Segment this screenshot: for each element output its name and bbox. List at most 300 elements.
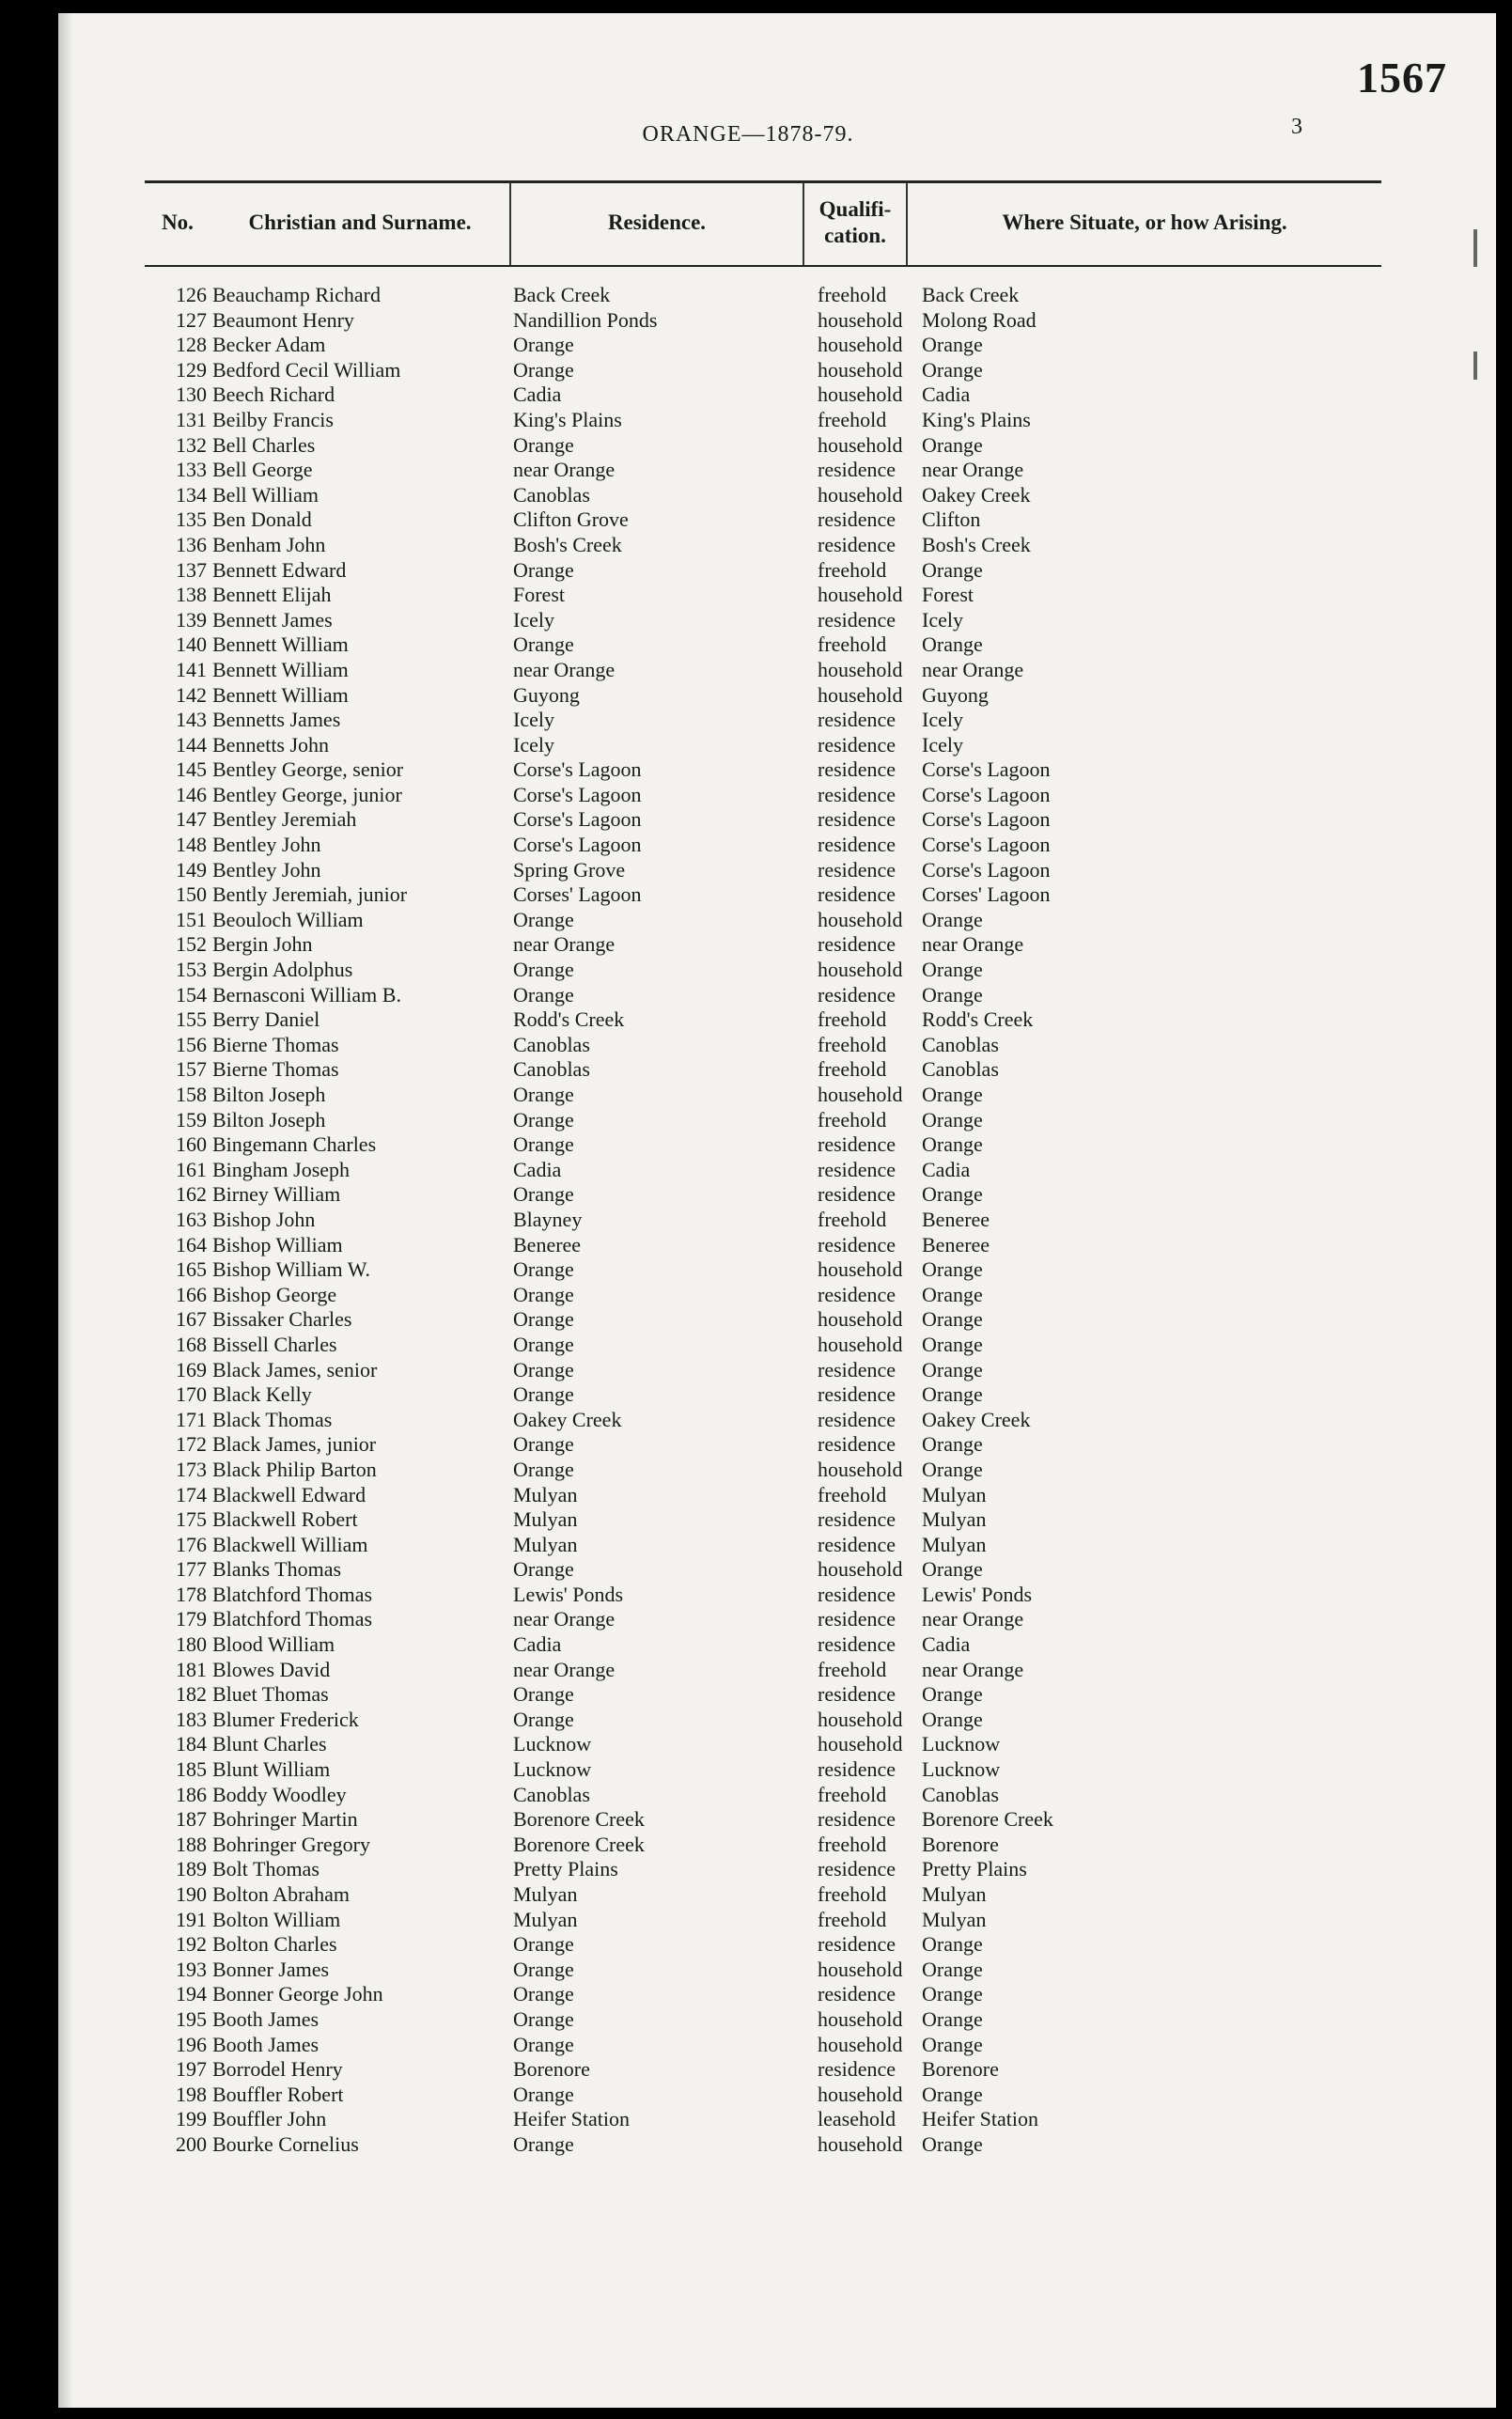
row-qualification: freehold: [818, 1907, 887, 1931]
row-residence: Rodd's Creek: [513, 1007, 625, 1032]
table-row: [58, 1108, 1438, 1133]
row-where: Mulyan: [922, 1482, 987, 1506]
row-residence: Orange: [513, 982, 574, 1007]
row-residence: Borenore Creek: [513, 1832, 645, 1856]
row-number: 180: [176, 1632, 207, 1657]
row-name: Bergin Adolphus: [212, 958, 353, 982]
row-number: 190: [176, 1882, 207, 1906]
row-name: Bingham Joseph: [212, 1157, 351, 1181]
row-name: Bentley George, senior: [212, 757, 404, 782]
row-where: Orange: [922, 1332, 983, 1356]
table-row: [58, 1732, 1438, 1757]
table-row: [58, 908, 1438, 933]
table-row: [58, 283, 1438, 308]
row-where: Orange: [922, 1182, 983, 1207]
table-row: [58, 2083, 1438, 2108]
row-qualification: residence: [818, 982, 896, 1007]
row-residence: Orange: [513, 333, 574, 357]
row-qualification: household: [818, 1307, 903, 1332]
table-row: [58, 1083, 1438, 1108]
row-where: Borenore: [922, 1832, 999, 1856]
row-qualification: residence: [818, 1982, 896, 2006]
row-qualification: freehold: [818, 632, 887, 657]
row-name: Bennett William: [212, 682, 349, 707]
table-row: [58, 1982, 1438, 2007]
row-residence: Orange: [513, 2082, 574, 2106]
table-row: [58, 1007, 1438, 1033]
row-residence: Orange: [513, 1557, 574, 1582]
row-number: 142: [176, 682, 207, 707]
row-number: 185: [176, 1757, 207, 1782]
row-number: 150: [176, 882, 207, 907]
row-number: 176: [176, 1532, 207, 1556]
row-residence: Borenore Creek: [513, 1807, 645, 1832]
row-number: 146: [176, 782, 207, 806]
row-name: Blatchford Thomas: [212, 1582, 373, 1606]
row-number: 141: [176, 657, 207, 681]
row-name: Bishop John: [212, 1207, 316, 1231]
table-row: [58, 408, 1438, 433]
row-where: Orange: [922, 632, 983, 657]
table-row: [58, 1833, 1438, 1858]
table-row: [58, 1483, 1438, 1508]
row-number: 154: [176, 982, 207, 1007]
row-where: Orange: [922, 1257, 983, 1282]
row-qualification: freehold: [818, 557, 887, 582]
row-where: Corse's Lagoon: [922, 807, 1051, 832]
row-number: 147: [176, 807, 207, 832]
row-residence: Cadia: [513, 1632, 562, 1657]
table-row: [58, 783, 1438, 808]
row-name: Bennetts James: [212, 708, 341, 732]
row-number: 169: [176, 1357, 207, 1381]
table-row: [58, 1358, 1438, 1383]
row-name: Becker Adam: [212, 333, 326, 357]
table-row: [58, 1132, 1438, 1158]
table-row: [58, 1233, 1438, 1258]
row-residence: Orange: [513, 557, 574, 582]
row-name: Blunt William: [212, 1757, 331, 1782]
row-residence: Lucknow: [513, 1757, 592, 1782]
row-number: 130: [176, 382, 207, 407]
row-qualification: residence: [818, 2057, 896, 2082]
row-number: 155: [176, 1007, 207, 1032]
row-name: Bissell Charles: [212, 1332, 337, 1356]
table-row: [58, 932, 1438, 958]
row-number: 200: [176, 2131, 207, 2156]
row-where: Orange: [922, 958, 983, 982]
table-row: [58, 1632, 1438, 1658]
row-where: Cadia: [922, 1632, 971, 1657]
row-number: 143: [176, 708, 207, 732]
row-qualification: residence: [818, 1282, 896, 1306]
row-residence: Icely: [513, 732, 554, 757]
row-number: 198: [176, 2082, 207, 2106]
table-row: [58, 1783, 1438, 1808]
table-row: [58, 583, 1438, 608]
row-residence: Orange: [513, 1932, 574, 1957]
row-qualification: residence: [818, 507, 896, 532]
row-residence: near Orange: [513, 458, 616, 482]
row-residence: Borenore: [513, 2057, 590, 2082]
row-number: 161: [176, 1157, 207, 1181]
row-residence: Canoblas: [513, 1032, 590, 1056]
row-where: Icely: [922, 708, 963, 732]
table-row: [58, 2132, 1438, 2158]
row-where: near Orange: [922, 932, 1024, 957]
table-row: [58, 382, 1438, 408]
row-qualification: household: [818, 1707, 903, 1731]
page-number: 1567: [1357, 54, 1447, 101]
row-name: Beech Richard: [212, 382, 335, 407]
table-row: [58, 1033, 1438, 1058]
row-where: near Orange: [922, 657, 1024, 681]
row-where: Beneree: [922, 1207, 990, 1231]
row-number: 151: [176, 907, 207, 931]
row-name: Blatchford Thomas: [212, 1607, 373, 1631]
row-where: Mulyan: [922, 1532, 987, 1556]
row-qualification: residence: [818, 1407, 896, 1431]
table-row: [58, 683, 1438, 709]
row-where: Orange: [922, 1457, 983, 1481]
row-residence: Oakey Creek: [513, 1407, 622, 1431]
row-name: Black James, junior: [212, 1432, 377, 1457]
table-row: [58, 1333, 1438, 1358]
row-number: 156: [176, 1032, 207, 1056]
row-name: Birney William: [212, 1182, 341, 1207]
row-name: Bonner James: [212, 1957, 330, 1981]
row-qualification: household: [818, 1083, 903, 1106]
row-qualification: household: [818, 2082, 903, 2106]
row-where: Lucknow: [922, 1757, 1001, 1782]
row-where: Orange: [922, 2131, 983, 2156]
row-number: 184: [176, 1732, 207, 1756]
row-qualification: residence: [818, 1182, 896, 1207]
page-title: ORANGE—1878-79.: [642, 122, 854, 147]
row-qualification: freehold: [818, 1832, 887, 1856]
row-name: Bell George: [212, 458, 313, 482]
row-where: Borenore Creek: [922, 1807, 1053, 1832]
row-where: Bosh's Creek: [922, 532, 1031, 556]
table-row: [58, 1408, 1438, 1433]
sub-page-number: 3: [1291, 115, 1302, 139]
row-residence: Lewis' Ponds: [513, 1582, 624, 1606]
row-number: 162: [176, 1182, 207, 1207]
row-number: 165: [176, 1257, 207, 1282]
row-name: Blumer Frederick: [212, 1707, 359, 1731]
row-residence: Orange: [513, 1107, 574, 1131]
row-name: Booth James: [212, 2006, 320, 2031]
row-residence: Blayney: [513, 1207, 583, 1231]
row-name: Bedford Cecil William: [212, 357, 401, 382]
row-number: 193: [176, 1957, 207, 1981]
row-number: 188: [176, 1832, 207, 1856]
row-where: Lucknow: [922, 1732, 1001, 1756]
row-residence: Orange: [513, 1382, 574, 1407]
row-number: 160: [176, 1132, 207, 1157]
row-name: Blackwell Robert: [212, 1507, 358, 1532]
row-where: Canoblas: [922, 1057, 999, 1082]
row-where: Heifer Station: [922, 2107, 1039, 2131]
row-name: Blackwell Edward: [212, 1482, 366, 1506]
row-where: Clifton: [922, 507, 981, 532]
row-where: King's Plains: [922, 407, 1031, 431]
row-number: 144: [176, 732, 207, 757]
row-where: Forest: [922, 583, 974, 607]
row-name: Bergin John: [212, 932, 313, 957]
row-qualification: household: [818, 1332, 903, 1356]
row-qualification: residence: [818, 1132, 896, 1157]
row-qualification: freehold: [818, 1032, 887, 1056]
row-where: Pretty Plains: [922, 1857, 1027, 1881]
row-residence: Mulyan: [513, 1907, 578, 1931]
table-row: [58, 1283, 1438, 1308]
row-where: Orange: [922, 357, 983, 382]
row-name: Bennett William: [212, 632, 349, 657]
row-number: 186: [176, 1782, 207, 1806]
row-residence: Orange: [513, 1132, 574, 1157]
row-number: 148: [176, 833, 207, 857]
row-where: Rodd's Creek: [922, 1007, 1034, 1032]
row-residence: Orange: [513, 1682, 574, 1707]
row-residence: Canoblas: [513, 482, 590, 507]
row-qualification: freehold: [818, 1007, 887, 1032]
row-where: Orange: [922, 982, 983, 1007]
row-residence: Orange: [513, 1182, 574, 1207]
row-number: 182: [176, 1682, 207, 1707]
table-row: [58, 2033, 1438, 2058]
row-name: Beaumont Henry: [212, 307, 354, 332]
row-where: Mulyan: [922, 1907, 987, 1931]
row-where: Orange: [922, 557, 983, 582]
row-name: Bingemann Charles: [212, 1132, 377, 1157]
table-row: [58, 1507, 1438, 1533]
table-row: [58, 1432, 1438, 1458]
row-number: 191: [176, 1907, 207, 1931]
table-row: [58, 858, 1438, 883]
row-number: 149: [176, 857, 207, 882]
table-row: [58, 1932, 1438, 1958]
row-qualification: freehold: [818, 407, 887, 431]
row-number: 199: [176, 2107, 207, 2131]
row-where: Cadia: [922, 1157, 971, 1181]
row-name: Blackwell William: [212, 1532, 368, 1556]
row-name: Black James, senior: [212, 1357, 378, 1381]
row-qualification: residence: [818, 1232, 896, 1256]
row-name: Bennetts John: [212, 732, 330, 757]
row-where: Icely: [922, 732, 963, 757]
row-where: Orange: [922, 1682, 983, 1707]
row-qualification: household: [818, 382, 903, 407]
table-row: [58, 983, 1438, 1008]
row-qualification: household: [818, 357, 903, 382]
row-number: 167: [176, 1307, 207, 1332]
table-row: [58, 1807, 1438, 1833]
row-qualification: household: [818, 2032, 903, 2056]
row-name: Bierne Thomas: [212, 1057, 339, 1082]
row-name: Bouffler John: [212, 2107, 327, 2131]
row-number: 195: [176, 2006, 207, 2031]
row-number: 126: [176, 283, 207, 306]
row-residence: Nandillion Ponds: [513, 307, 658, 332]
row-number: 158: [176, 1083, 207, 1106]
row-qualification: residence: [818, 532, 896, 556]
row-residence: Corse's Lagoon: [513, 833, 642, 857]
row-where: Corses' Lagoon: [922, 882, 1051, 907]
row-where: Orange: [922, 1707, 983, 1731]
row-residence: Orange: [513, 1957, 574, 1981]
header-name: Christian and Surname.: [248, 211, 472, 235]
row-residence: Orange: [513, 1307, 574, 1332]
row-number: 168: [176, 1332, 207, 1356]
row-number: 179: [176, 1607, 207, 1631]
row-where: Molong Road: [922, 307, 1037, 332]
row-qualification: residence: [818, 833, 896, 857]
row-qualification: residence: [818, 607, 896, 632]
table-row: [58, 1857, 1438, 1882]
row-residence: Orange: [513, 1982, 574, 2006]
row-residence: Heifer Station: [513, 2107, 631, 2131]
row-name: Beauchamp Richard: [212, 283, 381, 306]
row-where: Orange: [922, 1432, 983, 1457]
row-name: Bourke Cornelius: [212, 2131, 359, 2156]
row-qualification: freehold: [818, 1207, 887, 1231]
row-residence: Orange: [513, 1432, 574, 1457]
row-number: 189: [176, 1857, 207, 1881]
table-row: [58, 1658, 1438, 1683]
document-page: [58, 13, 1496, 2408]
row-number: 140: [176, 632, 207, 657]
row-qualification: household: [818, 432, 903, 457]
row-residence: Orange: [513, 432, 574, 457]
row-residence: Spring Grove: [513, 857, 626, 882]
row-where: Orange: [922, 2032, 983, 2056]
row-number: 194: [176, 1982, 207, 2006]
row-qualification: residence: [818, 1582, 896, 1606]
row-qualification: residence: [818, 1857, 896, 1881]
row-number: 178: [176, 1582, 207, 1606]
row-name: Bennett Elijah: [212, 583, 332, 607]
row-number: 145: [176, 757, 207, 782]
row-qualification: residence: [818, 1357, 896, 1381]
row-qualification: freehold: [818, 1107, 887, 1131]
row-name: Bishop William W.: [212, 1257, 371, 1282]
row-residence: Mulyan: [513, 1482, 578, 1506]
row-where: Corse's Lagoon: [922, 857, 1051, 882]
row-name: Bonner George John: [212, 1982, 383, 2006]
table-row: [58, 1557, 1438, 1583]
row-residence: Mulyan: [513, 1882, 578, 1906]
row-residence: Clifton Grove: [513, 507, 629, 532]
row-residence: Orange: [513, 2032, 574, 2056]
table-row: [58, 757, 1438, 783]
row-qualification: household: [818, 583, 903, 607]
row-where: Orange: [922, 1107, 983, 1131]
row-qualification: residence: [818, 1807, 896, 1832]
row-qualification: residence: [818, 1432, 896, 1457]
table-row: [58, 833, 1438, 858]
row-where: Orange: [922, 1083, 983, 1106]
row-number: 172: [176, 1432, 207, 1457]
row-name: Bennett James: [212, 607, 333, 632]
row-name: Bishop George: [212, 1282, 337, 1306]
row-residence: Mulyan: [513, 1507, 578, 1532]
row-residence: Orange: [513, 357, 574, 382]
row-residence: Back Creek: [513, 283, 611, 306]
row-name: Blowes David: [212, 1657, 331, 1681]
table-row: [58, 433, 1438, 459]
row-name: Bell Charles: [212, 432, 316, 457]
row-qualification: household: [818, 2131, 903, 2156]
row-number: 136: [176, 532, 207, 556]
row-where: Orange: [922, 1557, 983, 1582]
table-row: [58, 1682, 1438, 1708]
table-row: [58, 807, 1438, 833]
row-residence: near Orange: [513, 1657, 616, 1681]
table-row: [58, 1533, 1438, 1558]
row-number: 133: [176, 458, 207, 482]
row-number: 183: [176, 1707, 207, 1731]
row-where: Mulyan: [922, 1882, 987, 1906]
row-qualification: household: [818, 307, 903, 332]
row-residence: Guyong: [513, 682, 580, 707]
row-residence: Orange: [513, 1707, 574, 1731]
row-name: Bohringer Gregory: [212, 1832, 371, 1856]
row-where: Orange: [922, 2082, 983, 2106]
row-name: Bentley Jeremiah: [212, 807, 357, 832]
row-qualification: freehold: [818, 1782, 887, 1806]
row-name: Bilton Joseph: [212, 1083, 326, 1106]
row-number: 131: [176, 407, 207, 431]
table-row: [58, 708, 1438, 733]
row-name: Bishop William: [212, 1232, 343, 1256]
table-row: [58, 608, 1438, 633]
row-residence: Mulyan: [513, 1532, 578, 1556]
row-residence: Forest: [513, 583, 565, 607]
row-qualification: residence: [818, 1382, 896, 1407]
header-no: No.: [162, 211, 194, 235]
row-number: 166: [176, 1282, 207, 1306]
table-row: [58, 1757, 1438, 1783]
row-where: near Orange: [922, 1607, 1024, 1631]
row-qualification: residence: [818, 932, 896, 957]
table-row: [58, 483, 1438, 508]
row-qualification: residence: [818, 1757, 896, 1782]
row-where: Cadia: [922, 382, 971, 407]
row-where: Orange: [922, 2006, 983, 2031]
row-number: 159: [176, 1107, 207, 1131]
table-row: [58, 1158, 1438, 1183]
row-qualification: household: [818, 1257, 903, 1282]
table-row: [58, 1382, 1438, 1408]
row-qualification: residence: [818, 1157, 896, 1181]
table-row: [58, 533, 1438, 558]
row-qualification: residence: [818, 1507, 896, 1532]
row-where: Orange: [922, 333, 983, 357]
row-where: Lewis' Ponds: [922, 1582, 1033, 1606]
row-qualification: freehold: [818, 1882, 887, 1906]
row-number: 157: [176, 1057, 207, 1082]
header-qualification: Qualifi- cation.: [818, 197, 892, 247]
table-row: [58, 1182, 1438, 1208]
row-where: Orange: [922, 907, 983, 931]
row-name: Bouffler Robert: [212, 2082, 344, 2106]
row-number: 137: [176, 557, 207, 582]
row-qualification: residence: [818, 1682, 896, 1707]
row-where: near Orange: [922, 1657, 1024, 1681]
row-name: Bentley John: [212, 833, 321, 857]
row-number: 173: [176, 1457, 207, 1481]
